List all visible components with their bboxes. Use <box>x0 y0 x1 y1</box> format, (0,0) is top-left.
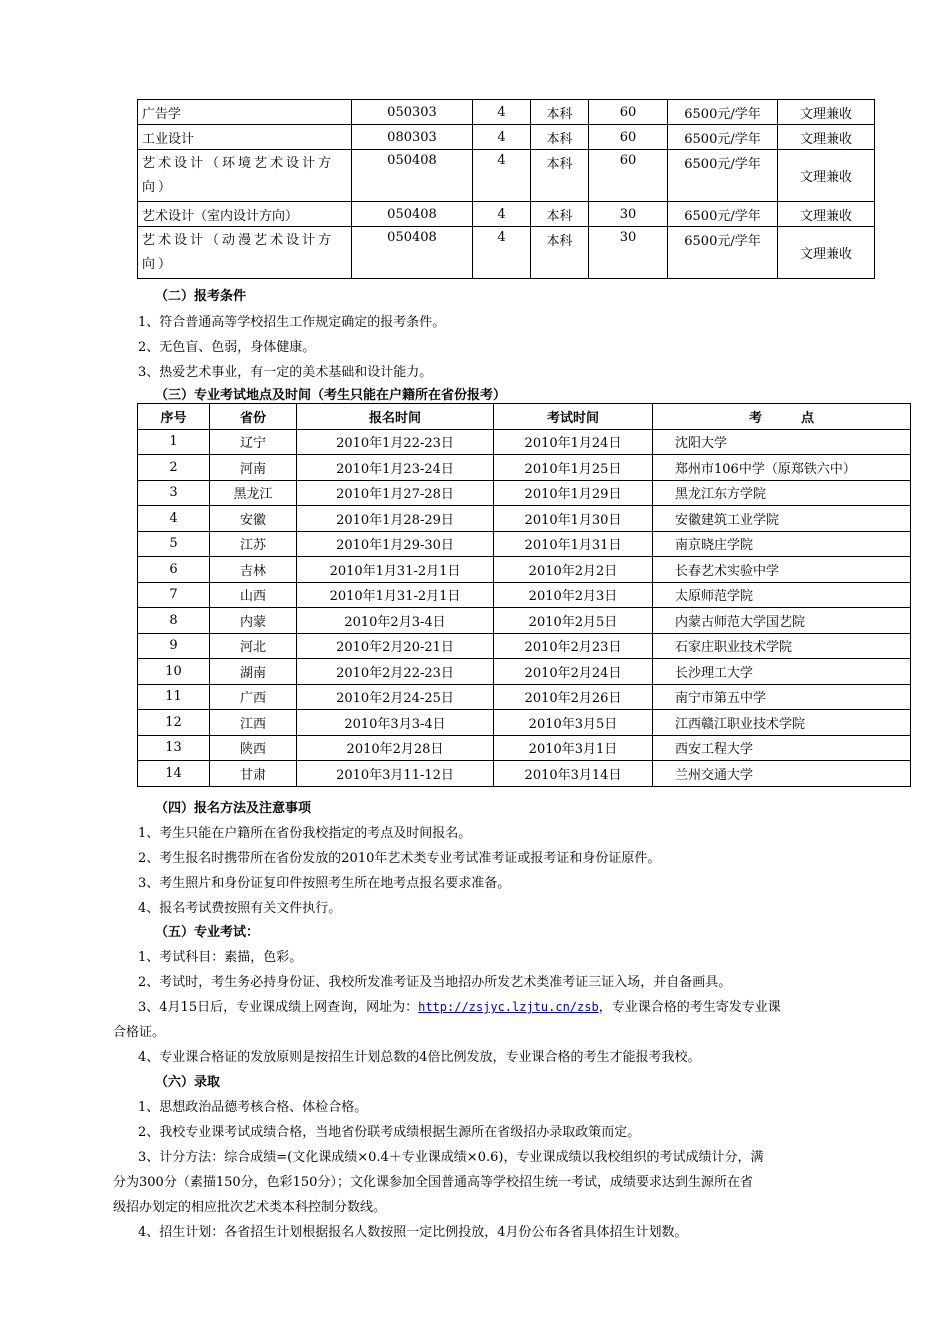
majors-cell-type: 文理兼收 <box>778 125 875 150</box>
section6-item-3-line1: 3、计分方法：综合成绩=(文化课成绩×0.4＋专业课成绩×0.6)，专业课成绩以我校组织的考试成绩计分，满 <box>138 1150 764 1165</box>
schedule-cell-exam-time: 2010年2月26日 <box>494 684 653 710</box>
table-row <box>138 531 911 557</box>
table-row <box>138 455 911 481</box>
majors-cell-code: 050408 <box>352 202 473 227</box>
table-row <box>138 150 875 202</box>
schedule-cell-exam-time: 2010年1月29日 <box>494 480 653 506</box>
table-row <box>138 735 911 761</box>
section5-title: （五）专业考试： <box>155 925 260 940</box>
schedule-cell-registration-time: 2010年1月23-24日 <box>297 455 494 481</box>
majors-cell-fee: 6500元/学年 <box>668 100 778 125</box>
schedule-cell-index: 13 <box>138 735 210 761</box>
majors-cell-years: 4 <box>473 227 531 279</box>
majors-cell-type: 文理兼收 <box>778 227 875 279</box>
section6-item-3-line3: 级招办划定的相应批次艺术类本科控制分数线。 <box>113 1200 387 1215</box>
majors-cell-fee: 6500元/学年 <box>668 125 778 150</box>
schedule-cell-exam-site: 太原师范学院 <box>653 582 911 608</box>
majors-cell-years: 4 <box>473 202 531 227</box>
majors-cell-code: 050408 <box>352 150 473 202</box>
section5-item-1: 1、考试科目：素描，色彩。 <box>138 950 303 965</box>
section2-item-1: 1、符合普通高等学校招生工作规定确定的报考条件。 <box>138 315 446 330</box>
majors-cell-level: 本科 <box>531 100 589 125</box>
majors-table <box>137 99 875 279</box>
schedule-cell-province: 湖南 <box>210 659 297 685</box>
schedule-cell-index: 14 <box>138 761 210 787</box>
schedule-cell-province: 山西 <box>210 582 297 608</box>
table-row <box>138 125 875 150</box>
table-row <box>138 684 911 710</box>
header-province: 省份 <box>210 404 297 430</box>
schedule-cell-index: 5 <box>138 531 210 557</box>
schedule-cell-province: 吉林 <box>210 557 297 583</box>
schedule-cell-province: 辽宁 <box>210 429 297 455</box>
schedule-cell-exam-site: 长沙理工大学 <box>653 659 911 685</box>
majors-cell-type: 文理兼收 <box>778 202 875 227</box>
majors-cell-code: 080303 <box>352 125 473 150</box>
schedule-cell-index: 2 <box>138 455 210 481</box>
schedule-cell-index: 11 <box>138 684 210 710</box>
majors-cell-type: 文理兼收 <box>778 100 875 125</box>
schedule-cell-registration-time: 2010年3月3-4日 <box>297 710 494 736</box>
schedule-cell-registration-time: 2010年2月3-4日 <box>297 608 494 634</box>
table-row <box>138 659 911 685</box>
majors-cell-type: 文理兼收 <box>778 150 875 202</box>
schedule-cell-exam-site: 沈阳大学 <box>653 429 911 455</box>
section2-item-3: 3、热爱艺术事业，有一定的美术基础和设计能力。 <box>138 365 433 380</box>
schedule-cell-index: 12 <box>138 710 210 736</box>
majors-cell-level: 本科 <box>531 125 589 150</box>
section4-item-1: 1、考生只能在户籍所在省份我校指定的考点及时间报名。 <box>138 826 472 841</box>
schedule-cell-exam-site: 郑州市106中学（原郑铁六中） <box>653 455 911 481</box>
schedule-cell-registration-time: 2010年1月27-28日 <box>297 480 494 506</box>
schedule-cell-exam-time: 2010年3月5日 <box>494 710 653 736</box>
schedule-cell-exam-time: 2010年2月24日 <box>494 659 653 685</box>
table-row <box>138 202 875 227</box>
majors-cell-level: 本科 <box>531 202 589 227</box>
section4-item-4: 4、报名考试费按照有关文件执行。 <box>138 901 342 916</box>
section6-item-3-line2: 分为300分（素描150分，色彩150分）；文化课参加全国普通高等学校招生统一考试，成绩要求达到生源所在省 <box>113 1175 753 1190</box>
schedule-cell-exam-site: 江西赣江职业技术学院 <box>653 710 911 736</box>
schedule-cell-province: 江苏 <box>210 531 297 557</box>
majors-cell-name: 艺术设计（室内设计方向） <box>138 202 352 227</box>
table-row <box>138 429 911 455</box>
majors-cell-level: 本科 <box>531 227 589 279</box>
schedule-cell-exam-time: 2010年3月1日 <box>494 735 653 761</box>
schedule-cell-province: 黑龙江 <box>210 480 297 506</box>
table-row <box>138 761 911 787</box>
header-exam-time: 考试时间 <box>494 404 653 430</box>
schedule-cell-exam-time: 2010年1月25日 <box>494 455 653 481</box>
table-row <box>138 480 911 506</box>
schedule-cell-index: 8 <box>138 608 210 634</box>
schedule-cell-exam-time: 2010年1月30日 <box>494 506 653 532</box>
schedule-cell-province: 甘肃 <box>210 761 297 787</box>
schedule-cell-exam-site: 石家庄职业技术学院 <box>653 633 911 659</box>
table-row <box>138 227 875 279</box>
schedule-cell-index: 6 <box>138 557 210 583</box>
schedule-cell-exam-site: 长春艺术实验中学 <box>653 557 911 583</box>
schedule-cell-index: 3 <box>138 480 210 506</box>
schedule-cell-province: 广西 <box>210 684 297 710</box>
section5-item-3-continued: 合格证。 <box>113 1025 166 1040</box>
schedule-cell-exam-site: 西安工程大学 <box>653 735 911 761</box>
schedule-cell-exam-time: 2010年1月24日 <box>494 429 653 455</box>
section4-item-3: 3、考生照片和身份证复印件按照考生所在地考点报名要求准备。 <box>138 876 511 891</box>
header-exam-site: 考 点 <box>653 404 911 430</box>
schedule-cell-registration-time: 2010年1月31-2月1日 <box>297 582 494 608</box>
majors-cell-fee: 6500元/学年 <box>668 202 778 227</box>
schedule-cell-province: 河南 <box>210 455 297 481</box>
schedule-cell-registration-time: 2010年2月20-21日 <box>297 633 494 659</box>
schedule-cell-index: 4 <box>138 506 210 532</box>
table-row <box>138 100 875 125</box>
majors-cell-fee: 6500元/学年 <box>668 227 778 279</box>
schedule-cell-exam-site: 兰州交通大学 <box>653 761 911 787</box>
schedule-cell-exam-time: 2010年2月2日 <box>494 557 653 583</box>
majors-cell-level: 本科 <box>531 150 589 202</box>
schedule-cell-exam-time: 2010年2月3日 <box>494 582 653 608</box>
majors-cell-quota: 30 <box>589 202 668 227</box>
section5-item-4: 4、专业课合格证的发放原则是按招生计划总数的4倍比例发放，专业课合格的考生才能报考我校。 <box>138 1050 701 1065</box>
schedule-cell-index: 1 <box>138 429 210 455</box>
section4-item-2: 2、考生报名时携带所在省份发放的2010年艺术类专业考试准考证或报考证和身份证原件。 <box>138 851 661 866</box>
schedule-cell-registration-time: 2010年1月28-29日 <box>297 506 494 532</box>
schedule-cell-province: 河北 <box>210 633 297 659</box>
header-index: 序号 <box>138 404 210 430</box>
schedule-cell-exam-site: 南宁市第五中学 <box>653 684 911 710</box>
section6-item-1: 1、思想政治品德考核合格、体检合格。 <box>138 1100 368 1115</box>
schedule-cell-registration-time: 2010年1月29-30日 <box>297 531 494 557</box>
majors-cell-quota: 60 <box>589 150 668 202</box>
majors-cell-years: 4 <box>473 100 531 125</box>
section6-title: （六）录取 <box>155 1075 221 1090</box>
majors-cell-years: 4 <box>473 150 531 202</box>
majors-cell-fee: 6500元/学年 <box>668 150 778 202</box>
table-row <box>138 710 911 736</box>
header-registration-time: 报名时间 <box>297 404 494 430</box>
section6-item-2: 2、我校专业课考试成绩合格，当地省份联考成绩根据生源所在省级招办录取政策而定。 <box>138 1125 641 1140</box>
schedule-cell-registration-time: 2010年1月31-2月1日 <box>297 557 494 583</box>
schedule-cell-exam-site: 黑龙江东方学院 <box>653 480 911 506</box>
schedule-cell-province: 陕西 <box>210 735 297 761</box>
schedule-cell-registration-time: 2010年2月24-25日 <box>297 684 494 710</box>
table-row <box>138 506 911 532</box>
majors-cell-name: 工业设计 <box>138 125 352 150</box>
schedule-cell-registration-time: 2010年1月22-23日 <box>297 429 494 455</box>
section5-item-2: 2、考试时，考生务必持身份证、我校所发准考证及当地招办所发艺术类准考证三证入场，并自备画具。 <box>138 975 732 990</box>
section5-item-3-text: 3、4月15日后，专业课成绩上网查询，网址为： <box>138 1000 419 1015</box>
score-query-link[interactable]: http://zsjyc.lzjtu.cn/zsb <box>418 1000 599 1014</box>
table-row <box>138 633 911 659</box>
schedule-cell-exam-time: 2010年2月23日 <box>494 633 653 659</box>
table-row <box>138 608 911 634</box>
majors-cell-quota: 30 <box>589 227 668 279</box>
majors-cell-quota: 60 <box>589 125 668 150</box>
schedule-cell-registration-time: 2010年2月22-23日 <box>297 659 494 685</box>
majors-cell-years: 4 <box>473 125 531 150</box>
exam-schedule-table <box>137 403 911 787</box>
majors-cell-quota: 60 <box>589 100 668 125</box>
section2-item-2: 2、无色盲、色弱，身体健康。 <box>138 340 316 355</box>
schedule-cell-index: 10 <box>138 659 210 685</box>
schedule-cell-province: 内蒙 <box>210 608 297 634</box>
schedule-cell-exam-time: 2010年2月5日 <box>494 608 653 634</box>
section2-title: （二）报考条件 <box>155 289 247 304</box>
majors-cell-code: 050303 <box>352 100 473 125</box>
schedule-cell-exam-site: 南京晓庄学院 <box>653 531 911 557</box>
section5-item-3-tail: ，专业课合格的考生寄发专业课 <box>598 1000 781 1015</box>
section6-item-4: 4、招生计划：各省招生计划根据报名人数按照一定比例投放，4月份公布各省具体招生计划数。 <box>138 1225 688 1240</box>
schedule-cell-index: 9 <box>138 633 210 659</box>
schedule-cell-index: 7 <box>138 582 210 608</box>
schedule-cell-province: 江西 <box>210 710 297 736</box>
majors-table-body <box>138 100 875 279</box>
schedule-cell-province: 安徽 <box>210 506 297 532</box>
schedule-cell-exam-time: 2010年3月14日 <box>494 761 653 787</box>
section4-title: （四）报名方法及注意事项 <box>155 801 312 816</box>
schedule-cell-exam-site: 内蒙古师范大学国艺院 <box>653 608 911 634</box>
majors-cell-name: 艺术设计（动漫艺术设计方向） <box>138 227 352 279</box>
majors-cell-code: 050408 <box>352 227 473 279</box>
section5-item-3 <box>138 996 781 1015</box>
table-row <box>138 582 911 608</box>
schedule-cell-registration-time: 2010年3月11-12日 <box>297 761 494 787</box>
schedule-cell-exam-site: 安徽建筑工业学院 <box>653 506 911 532</box>
schedule-cell-exam-time: 2010年1月31日 <box>494 531 653 557</box>
schedule-cell-registration-time: 2010年2月28日 <box>297 735 494 761</box>
table-header-row <box>138 404 911 430</box>
exam-schedule-body <box>138 429 911 786</box>
table-row <box>138 557 911 583</box>
section3-title: （三）专业考试地点及时间（考生只能在户籍所在省份报考） <box>155 388 507 403</box>
majors-cell-name: 广告学 <box>138 100 352 125</box>
majors-cell-name: 艺术设计（环境艺术设计方向） <box>138 150 352 202</box>
